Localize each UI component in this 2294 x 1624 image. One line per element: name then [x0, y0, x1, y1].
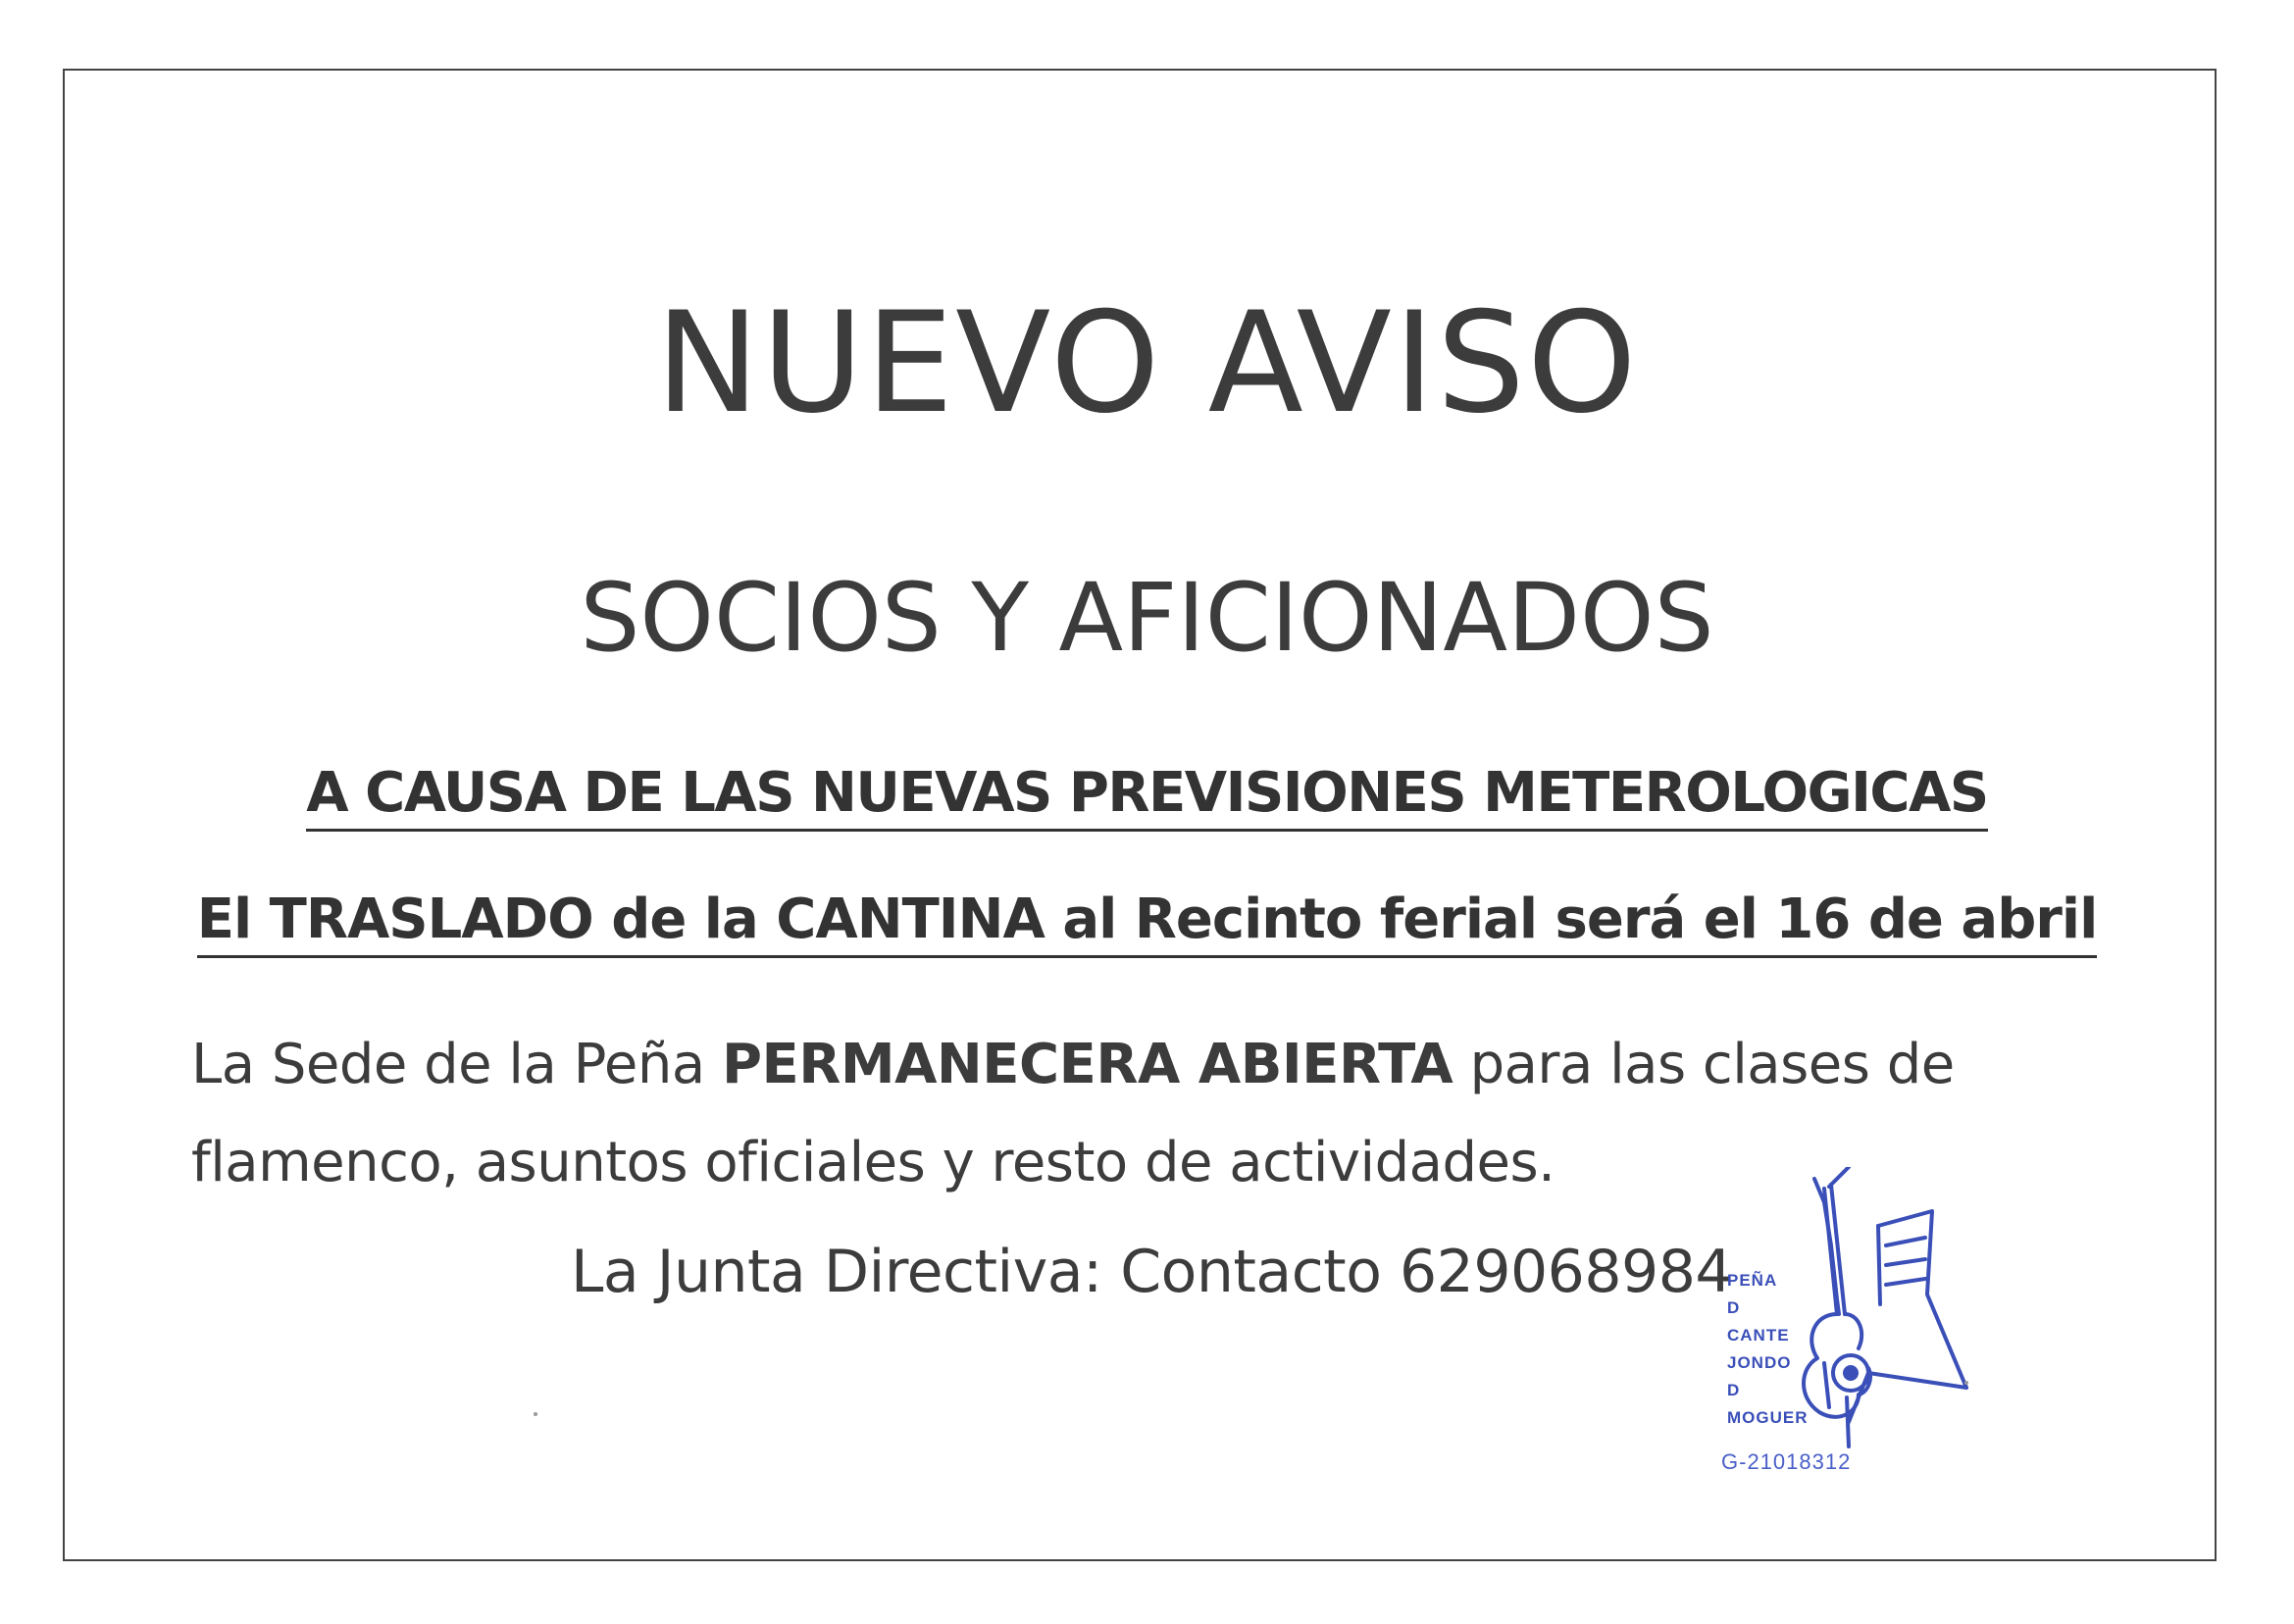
body-emphasis: PERMANECERA ABIERTA — [721, 1033, 1453, 1096]
notice-title: NUEVO AVISO — [655, 282, 1639, 444]
notice-reason-text: A CAUSA DE LAS NUEVAS PREVISIONES METEROLOGICAS — [306, 761, 1987, 832]
association-stamp — [1721, 1167, 1976, 1481]
scan-speck — [534, 1412, 537, 1416]
body-part1: La Sede de la Peña — [191, 1033, 722, 1096]
body-line2: flamenco, asuntos oficiales y resto de actividades. — [191, 1131, 1555, 1194]
notice-audience: SOCIOS Y AFICIONADOS — [580, 563, 1714, 673]
stamp-line: D — [1727, 1298, 1741, 1317]
notice-reason — [0, 761, 2294, 832]
stamp-line: JONDO — [1727, 1353, 1792, 1372]
notice-announcement-text: El TRASLADO de la CANTINA al Recinto ferial será el 16 de abril — [197, 888, 2098, 958]
stamp-line: CANTE — [1727, 1326, 1790, 1345]
contact-line: La Junta Directiva: Contacto 629068984 — [571, 1238, 1733, 1306]
stamp-line: MOGUER — [1727, 1408, 1809, 1427]
scan-speck — [1964, 1381, 1968, 1385]
stamp-line: PEÑA — [1727, 1271, 1778, 1290]
stamp-line: D — [1727, 1381, 1741, 1399]
stamp-text — [1727, 1267, 1809, 1432]
notice-announcement — [0, 888, 2294, 958]
body-part2: para las clases de — [1453, 1033, 1955, 1096]
stamp-code: G-21018312 — [1721, 1449, 1852, 1469]
